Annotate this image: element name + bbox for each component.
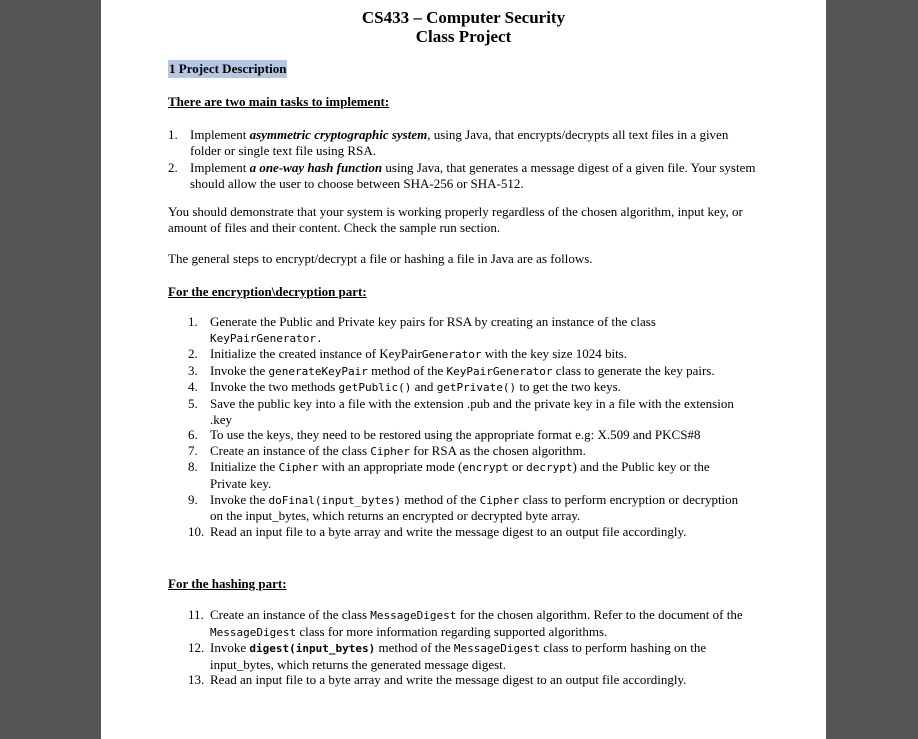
list-item-number: 12.	[188, 640, 205, 656]
list-item	[188, 524, 748, 540]
document-subtitle: Class Project	[415, 27, 512, 46]
list-item-text: encrypts/decrypts all text files in a given folder or single text file	[190, 127, 729, 158]
list-item-number: 1.	[168, 127, 178, 142]
list-item-text: KeyPairGenerator	[446, 364, 553, 378]
list-item-text: Create an instance of the class	[210, 442, 371, 458]
list-item-text: generates a message digest of a given file	[469, 160, 685, 176]
list-item	[188, 459, 748, 491]
list-item	[188, 396, 748, 427]
paragraph-demonstrate: You should demonstrate that your system is working properly regardless of the chosen algorithm, input key, or amount of files and their content. Check the sample run section.	[168, 204, 743, 235]
list-item-text: Save the public key into a file with the extension .pub and the private key in a file with the extension .key	[210, 395, 734, 427]
list-item-text: class to generate the key pairs.	[552, 362, 715, 378]
list-item	[188, 607, 748, 640]
list-item	[188, 379, 748, 396]
list-item-text: Implement	[190, 127, 250, 142]
list-item-text: Java	[465, 127, 489, 142]
list-item-text: Initialize the	[210, 459, 279, 475]
list-item	[188, 314, 748, 346]
list-item-text: method of the	[367, 362, 447, 378]
paragraph-general-steps: The general steps to encrypt/decrypt a file or hashing a file in Java are as follows.	[168, 251, 593, 266]
list-item-text: ) and the Public key or the Private key.	[210, 459, 710, 491]
list-item-text: Initialize the created instance of KeyPair	[210, 346, 422, 362]
encryption-steps-list	[188, 314, 748, 539]
list-item-text: Cipher	[370, 444, 411, 458]
list-item-number: 10.	[188, 523, 205, 539]
list-item-text: and	[411, 379, 437, 395]
list-item-text: . Your system should	[190, 160, 756, 191]
list-item-text: To use the keys, they need to be restored using the appropriate format e.g: X.509 and PKCS#8	[210, 427, 701, 443]
list-item-text: Generate the Public and Private key pairs for RSA by creating an instance of the class	[210, 314, 656, 329]
list-item-text: Cipher	[479, 493, 520, 507]
list-item-text: .	[520, 175, 524, 191]
list-item-text: method of the	[400, 491, 480, 507]
hashing-heading: For the hashing part:	[168, 576, 287, 591]
list-item-text: with an appropriate mode (	[318, 459, 463, 475]
list-item-text: MessageDigest	[453, 642, 541, 656]
list-item-number: 1.	[188, 314, 198, 329]
list-item-number: 8.	[188, 459, 198, 475]
list-item-text: method of the	[375, 640, 454, 656]
list-item-text: or	[508, 459, 527, 475]
list-item	[188, 363, 748, 380]
list-item-text: Read an input file to a byte array and write the message digest to an output file accordingly.	[210, 523, 687, 539]
list-item-text: a one-way hash function	[249, 160, 383, 176]
document-page	[101, 0, 826, 739]
list-item-text: Create an instance of the class	[210, 607, 371, 622]
list-item-text: Read an input file to a byte array and write the message digest to an output file accordingly.	[210, 672, 687, 688]
list-item-text: Invoke the two methods	[210, 379, 339, 395]
list-item-text: , that	[488, 127, 518, 142]
list-item-text: MessageDigest	[370, 609, 457, 622]
list-item-text: doFinal(input_bytes)	[268, 493, 401, 507]
list-item-text: Invoke the	[210, 362, 269, 378]
list-item-text: MessageDigest	[210, 625, 297, 639]
list-item	[188, 346, 748, 363]
list-item-text: to get the two keys.	[516, 379, 621, 395]
list-item-number: 6.	[188, 427, 198, 443]
list-item-text: generateKeyPair	[268, 364, 368, 378]
document-title: CS433 – Computer Security	[361, 8, 566, 27]
list-item	[188, 492, 748, 524]
list-item-text: encrypt	[462, 461, 509, 475]
list-item-number: 4.	[188, 379, 198, 395]
list-item-text: , using	[427, 127, 466, 142]
list-item-number: 9.	[188, 491, 198, 507]
list-item-text: getPrivate()	[436, 381, 517, 395]
list-item-text: Cipher	[278, 461, 319, 475]
list-item-text: for the chosen algorithm. Refer to the document of the	[456, 607, 743, 622]
list-item-text: KeyPairGenerator.	[210, 331, 323, 345]
list-item-text: Invoke the	[210, 491, 269, 507]
list-item-number: 7.	[188, 442, 198, 458]
tasks-heading: There are two main tasks to implement:	[168, 94, 390, 109]
list-item	[188, 640, 748, 672]
list-item-text: allow the user to choose between SHA-256 or SHA-512	[227, 175, 521, 191]
encryption-heading: For the encryption\decryption part:	[168, 284, 367, 299]
list-item-text: getPublic()	[338, 381, 412, 395]
list-item-text: Generator	[421, 348, 482, 362]
section-heading: 1 Project Description	[169, 61, 287, 76]
list-item	[188, 443, 748, 460]
list-item	[188, 672, 748, 688]
list-item-text: using RSA.	[312, 142, 376, 158]
list-item	[168, 127, 758, 158]
list-item-number: 11.	[188, 607, 204, 622]
list-item-text: class to perform encryption or decryption on the input_bytes, which returns an encrypted or decrypted byte array.	[210, 491, 739, 524]
list-item-text: for RSA as the chosen algorithm.	[410, 442, 586, 458]
list-item-text: using Java, that	[382, 160, 470, 176]
list-item-number: 2.	[188, 346, 198, 362]
list-item-text: decrypt	[526, 461, 573, 475]
list-item-number: 2.	[168, 160, 178, 176]
list-item-text: with the key size 1024 bits.	[481, 346, 627, 362]
list-item-text: asymmetric cryptographic system	[249, 127, 428, 142]
list-item	[168, 160, 758, 191]
list-item	[188, 427, 748, 443]
list-item-text: class to perform hashing on the input_bytes, which returns the generated message digest.	[210, 640, 707, 672]
list-item-number: 3.	[188, 362, 198, 378]
list-item-number: 5.	[188, 395, 198, 411]
list-item-text: class for more information regarding supported algorithms.	[296, 623, 608, 639]
tasks-list	[168, 127, 758, 191]
hashing-steps-list	[188, 607, 748, 688]
list-item-number: 13.	[188, 672, 205, 688]
list-item-text: Implement	[190, 160, 250, 176]
list-item-text: Invoke	[210, 640, 250, 656]
list-item-text: digest(input_bytes)	[249, 642, 376, 656]
